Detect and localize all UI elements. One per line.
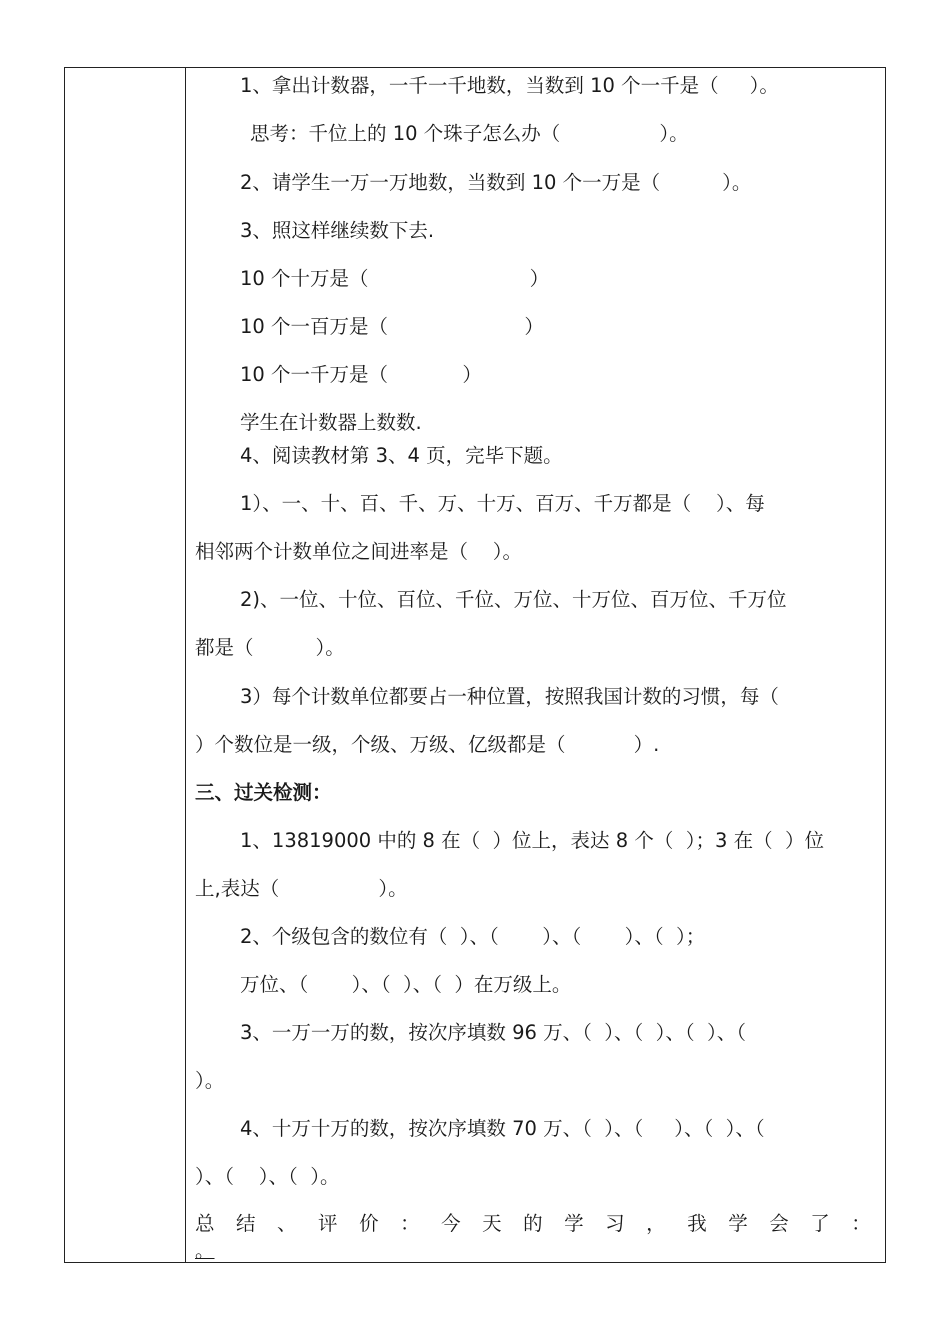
- summary-char: ：: [400, 1212, 420, 1235]
- summary-char: ，: [646, 1212, 666, 1235]
- text-line-7: 10 个一千万是（ ）: [240, 363, 482, 386]
- text-line-4: 3、照这样继续数下去.: [240, 219, 435, 242]
- summary-char: 了: [810, 1212, 830, 1235]
- text-line-17: 1、13819000 中的 8 在（ ）位上，表达 8 个（ ）；3 在（ ）位: [240, 829, 825, 852]
- summary-char: 天: [482, 1212, 502, 1235]
- summary-char: 我: [687, 1212, 707, 1235]
- summary-end-mark: 。: [195, 1239, 215, 1262]
- summary-char: 的: [523, 1212, 543, 1235]
- text-line-13: 都是（ ）。: [195, 636, 345, 659]
- text-line-10: 1）、一、十、百、千、万、十万、百万、千万都是（ ）、每: [240, 492, 765, 515]
- summary-char: 学: [564, 1212, 584, 1235]
- text-line-18: 上,表达（ ）。: [195, 877, 408, 900]
- summary-char: 总: [195, 1212, 215, 1235]
- text-line-20: 万位、（ ）、（ ）、（ ）在万级上。: [240, 973, 572, 996]
- text-line-14: 3）每个计数单位都要占一种位置，按照我国计数的习惯，每（: [240, 685, 779, 708]
- summary-char: 价: [359, 1212, 379, 1235]
- summary-char: 学: [728, 1212, 748, 1235]
- text-line-15: ）个数位是一级，个级、万级、亿级都是（ ）.: [195, 733, 660, 756]
- text-line-23: 4、十万十万的数，按次序填数 70 万、（ ）、（ ）、（ ）、（: [240, 1117, 765, 1140]
- text-line-19: 2、个级包含的数位有（ ）、（ ）、（ ）、（ ）；: [240, 925, 706, 948]
- summary-line: [195, 1211, 871, 1237]
- summary-char: 结: [236, 1212, 256, 1235]
- summary-char: 习: [605, 1212, 625, 1235]
- text-line-11: 相邻两个计数单位之间进率是（ ）。: [195, 540, 523, 563]
- text-line-24: ）、（ ）、（ ）。: [195, 1165, 340, 1188]
- text-line-21: 3、一万一万的数，按次序填数 96 万、（ ）、（ ）、（ ）、（: [240, 1021, 747, 1044]
- text-line-1: 1、拿出计数器，一千一千地数，当数到 10 个一千是（ ）。: [240, 74, 779, 97]
- text-line-9: 4、阅读教材第 3、4 页，完毕下题。: [240, 444, 563, 467]
- summary-char: 今: [441, 1212, 461, 1235]
- text-line-5: 10 个十万是（ ）: [240, 267, 550, 290]
- lesson-table: [64, 67, 886, 1263]
- text-line-8: 学生在计数器上数数.: [240, 411, 422, 434]
- text-line-22: ）。: [195, 1069, 225, 1092]
- text-line-12: 2)、一位、十位、百位、千位、万位、十万位、百万位、千万位: [240, 588, 787, 611]
- summary-char: 评: [318, 1212, 338, 1235]
- summary-char: 会: [769, 1212, 789, 1235]
- text-line-6: 10 个一百万是（ ）: [240, 315, 544, 338]
- column-divider: [185, 67, 186, 1263]
- summary-char: ：: [851, 1212, 871, 1235]
- text-line-3: 2、请学生一万一万地数，当数到 10 个一万是（ ）。: [240, 171, 752, 194]
- text-line-2: 思考：千位上的 10 个珠子怎么办（ ）。: [250, 122, 689, 145]
- summary-char: 、: [277, 1212, 297, 1235]
- section-heading: 三、过关检测：: [195, 781, 332, 804]
